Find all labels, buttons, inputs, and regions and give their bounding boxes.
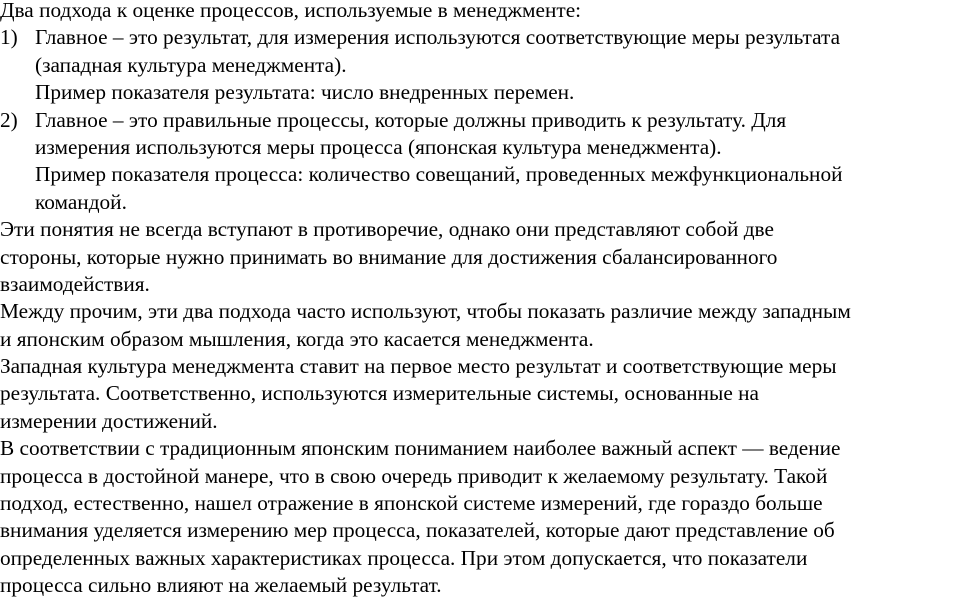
paragraph-4 — [0, 435, 970, 599]
list-number: 1) — [0, 25, 18, 50]
paragraph-3 — [0, 353, 970, 435]
paragraph-line: стороны, которые нужно принимать во внимание для достижения сбалансированного — [0, 244, 778, 269]
list-item-line: (западная культура менеджмента). — [35, 52, 347, 77]
paragraph-line: Эти понятия не всегда вступают в противоречие, однако они представляют собой две — [0, 217, 774, 242]
paragraph-line: измерении достижений. — [0, 408, 218, 433]
list-item-2 — [0, 107, 970, 217]
paragraph-line: подход, естественно, нашел отражение в японской системе измерений, где гораздо больше — [0, 491, 823, 516]
paragraph-line: процесса в достойной манере, что в свою очередь приводит к желаемому результату. Такой — [0, 463, 828, 488]
paragraph-line: В соответствии с традиционным японским пониманием наиболее важный аспект — ведение — [0, 436, 841, 461]
list-item-line: Пример показателя результата: число внедренных перемен. — [35, 80, 575, 105]
intro-line: Два подхода к оценке процессов, используемые в менеджменте: — [0, 0, 582, 22]
paragraph-1 — [0, 216, 970, 298]
paragraph-line: процесса сильно влияют на желаемый результат. — [0, 573, 442, 598]
paragraph-line: Между прочим, эти два подхода часто используют, чтобы показать различие между западным — [0, 299, 851, 324]
paragraph-line: внимания уделяется измерению мер процесса, показателей, которые дают представление об — [0, 518, 835, 543]
list-item-line: командой. — [35, 189, 127, 214]
paragraph-line: результата. Соответственно, используются измерительные системы, основанные на — [0, 381, 759, 406]
paragraph-line: взаимодействия. — [0, 271, 150, 296]
list-item-line: Главное – это результат, для измерения используются соответствующие меры результата — [35, 25, 841, 50]
list-item-line: Главное – это правильные процессы, которые должны приводить к результату. Для — [35, 107, 787, 132]
list-item-line: Пример показателя процесса: количество совещаний, проведенных межфункциональной — [35, 162, 843, 187]
list-item-line: измерения используются меры процесса (японская культура менеджмента). — [35, 134, 722, 159]
paragraph-line: и японским образом мышления, когда это касается менеджмента. — [0, 326, 594, 351]
paragraph-line: Западная культура менеджмента ставит на первое место результат и соответствующие меры — [0, 354, 837, 379]
paragraph-2 — [0, 298, 970, 353]
paragraph-line: определенных важных характеристиках процесса. При этом допускается, что показатели — [0, 545, 808, 570]
list-number: 2) — [0, 107, 18, 132]
list-item-1 — [0, 24, 970, 106]
